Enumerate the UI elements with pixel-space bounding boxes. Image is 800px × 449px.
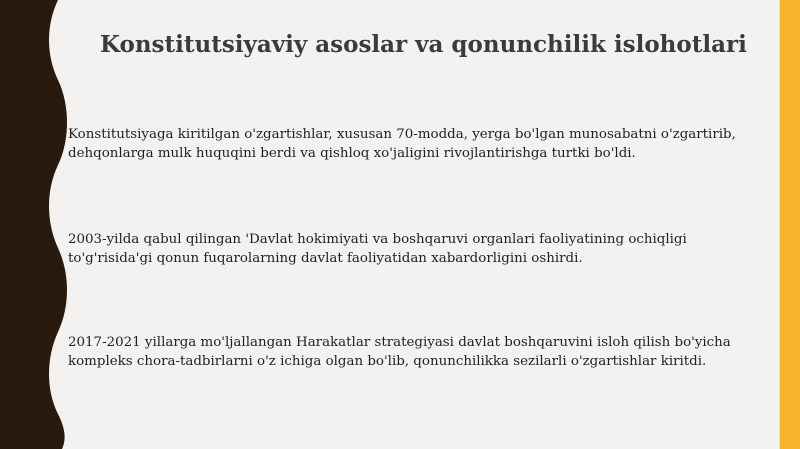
paragraph-openness-law-2003: 2003-yilda qabul qilingan 'Davlat hokimiyati va boshqaruvi organlari faoliyatining ochiqligi to'g'risida'gi qonun fuqarolarning davlat faoliyatidan xabardorligini oshirdi. [68, 232, 687, 266]
paragraph-action-strategy-2017-2021: 2017-2021 yillarga mo'ljallangan Harakatlar strategiyasi davlat boshqaruvini isloh qilish bo'yicha kompleks chora-tadbirlarni o'z ichiga olgan bo'lib, qonunchilikka sezilarli o'zgartishlar kiritdi. [68, 335, 731, 369]
paragraph-constitution-amendments: Konstitutsiyaga kiritilgan o'zgartishlar, xususan 70-modda, yerga bo'lgan munosabatni o'zgartirib, dehqonlarga mulk huquqini berdi va qishloq xo'jaligini rivojlantirishga turtki bo'ldi. [68, 127, 736, 161]
wavy-left-border [0, 0, 80, 449]
right-accent-bar [780, 0, 800, 449]
slide-title: Konstitutsiyaviy asoslar va qonunchilik islohotlari [100, 31, 747, 58]
